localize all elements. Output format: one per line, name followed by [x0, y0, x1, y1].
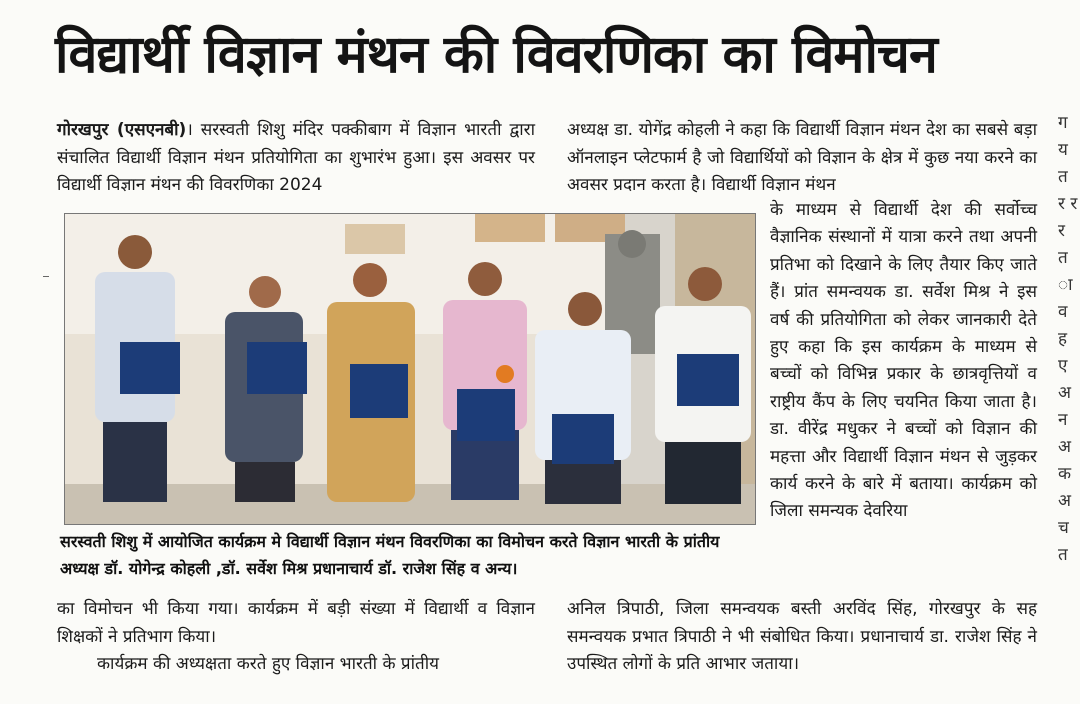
dateline: गोरखपुर (एसएनबी) — [57, 120, 187, 140]
adjacent-column-fragment: ग य त र र र त ा व ह ए अ न अ क अ च त — [1058, 113, 1078, 565]
article-paragraph-quote: अध्यक्ष डा. योगेंद्र कोहली ने कहा कि विद्यार्थी विज्ञान मंथन देश का सबसे बड़ा ऑनलाइन प्लेटफार्म है जो विद्यार्थियों को विज्ञान के क्षेत्र में कुछ नया करने का अवसर प्रदान करता है। विद्यार्थी विज्ञान मंथन — [567, 120, 1037, 195]
column-tick-mark — [43, 276, 49, 277]
frame-1 — [475, 214, 545, 242]
article-paragraph-intro — [57, 117, 535, 200]
headline: विद्यार्थी विज्ञान मंथन की विवरणिका का विमोचन — [55, 25, 937, 85]
article-paragraph-details: के माध्यम से विद्यार्थी देश की सर्वोच्च वैज्ञानिक संस्थानों में यात्रा करने तथा अपनी प्रतिभा को दिखाने के लिए तैयार किए जाते हैं। प्रांत समन्वयक डा. सर्वेश मिश्र ने इस वर्ष की प्रतियोगिता को लेकर जानकारी देते हुए कहा कि इस कार्यक्रम के माध्यम से बच्चों को विभिन्न प्रकार के छात्रवृत्तियों व राष्ट्रीय कैंप के लिए चयनित किया जाता है। डा. वीरेंद्र मधुकर ने बच्चों को विज्ञान की महत्ता और विद्यार्थी विज्ञान मंथन से जुड़कर कार्य करने के बारे में बताया। कार्यक्रम को जिला समन्यक देवरिया — [770, 200, 1037, 522]
frame-3 — [345, 224, 405, 254]
intro-text: । सरस्वती शिशु मंदिर पक्कीबाग में विज्ञान भारती द्वारा संचालित विद्यार्थी विज्ञान मंथन प्रतियोगिता का शुभारंभ हुआ। इस अवसर पर विद्यार्थी विज्ञान मंथन की विवरणिका 2024 — [57, 120, 535, 195]
article-paragraph-presided: कार्यक्रम की अध्यक्षता करते हुए विज्ञान भारती के प्रांतीय — [97, 654, 439, 674]
article-paragraph-closing: अनिल त्रिपाठी, जिला समन्वयक बस्ती अरविंद सिंह, गोरखपुर के सह समन्वयक प्रभात त्रिपाठी ने भी संबोधित किया। प्रधानाचार्य डा. राजेश सिंह ने उपस्थित लोगों के प्रति आभार जताया। — [567, 599, 1037, 674]
event-photo-illustration — [65, 214, 755, 524]
photo-caption: सरस्वती शिशु में आयोजित कार्यक्रम मे विद्यार्थी विज्ञान मंथन विवरणिका का विमोचन करते विज्ञान भारती के प्रांतीय अध्यक्ष डॉ. योगेन्द्र कोहली ,डॉ. सर्वेश मिश्र प्रधानाचार्य डॉ. राजेश सिंह व अन्य। — [60, 532, 720, 578]
news-photo — [64, 213, 756, 525]
article-paragraph-release: का विमोचन भी किया गया। कार्यक्रम में बड़ी संख्या में विद्यार्थी व विज्ञान शिक्षकों ने प्रतिभाग किया। — [57, 599, 535, 647]
